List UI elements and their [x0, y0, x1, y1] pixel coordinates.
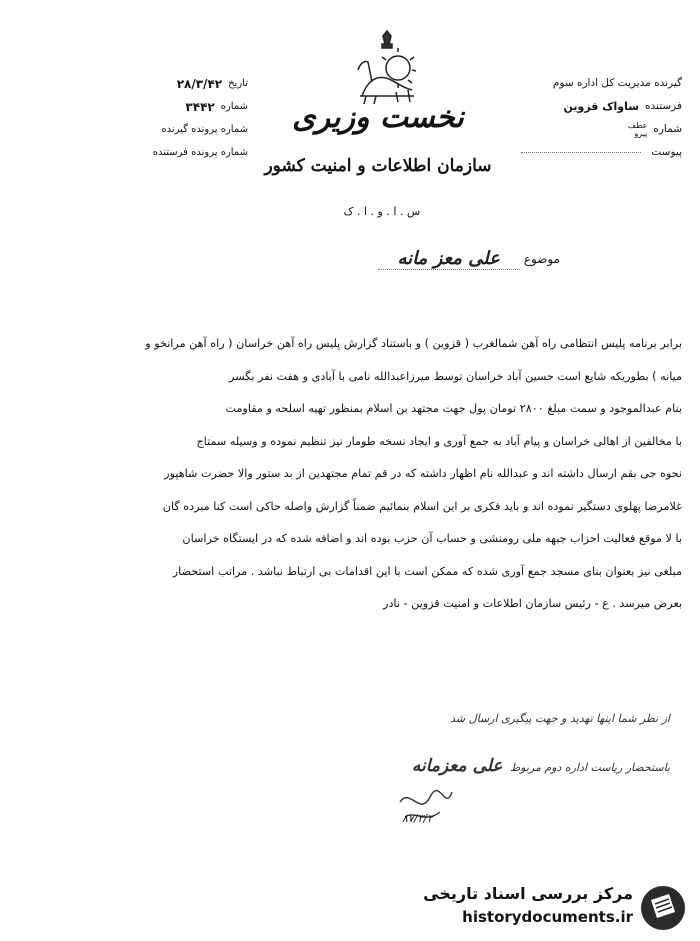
sender-file-row	[48, 141, 248, 164]
body-line: بعرض میرسد . ع - رئیس سازمان اطلاعات و امنیت قزوین - نادر	[383, 597, 682, 610]
subject-line	[240, 248, 560, 270]
handwritten-note-2-prefix: باستحضار ریاست اداره دوم مربوط	[510, 761, 670, 774]
archive-watermark	[408, 880, 693, 936]
sender-row	[467, 95, 682, 118]
number-row	[48, 95, 248, 118]
sender-value: ساواک قزوین	[563, 100, 640, 113]
body-line: با لا موقع فعالیت احزاب جبهه ملی رومنشی و حساب آن حزب بوده اند و اضافه شده که در ایستگاه خراسان	[182, 532, 682, 545]
body-line: نحوه جی بقم ارسال داشته اند و عبدالله نام اظهار داشته که در قم تمام مجتهدین از بد ستور والا حضرت شاهپور	[164, 467, 682, 480]
ref-number-label: شماره	[653, 123, 682, 136]
handwritten-note-2	[190, 756, 670, 776]
recipient-file-row	[48, 118, 248, 141]
org-title: نخست وزیری	[292, 100, 464, 135]
org-code: س . ا . و . ا . ک	[343, 205, 421, 218]
attachment-label: پیوست	[651, 146, 682, 159]
date-label: تاریخ	[228, 77, 248, 89]
header-left-block	[48, 72, 248, 164]
body-line: با مخالفین از اهالی خراسان و پیام آباد به جمع آوری و ایجاد نسخه طومار نیز تنظیم نموده و وسیله سمتاج	[196, 434, 682, 448]
body-line: مبلغی نیز بعنوان بنای مسجد جمع آوری شده که ممکن است با این اقدامات بی ارتباط نباشد . مراتب استحضار	[172, 564, 682, 578]
recipient-file-label: شماره پرونده گیرنده	[161, 123, 248, 135]
body-line: غلامرضا پهلوی دستگیر نموده اند و باید فکری بر این اسلام بنمائیم ضمناً گزارش واصله حاکی است کنا مبرده گان	[162, 499, 682, 513]
sender-file-label: شماره پرونده فرستنده	[152, 146, 248, 158]
attachment-row	[467, 141, 682, 164]
number-value: ۳۴۴۲	[185, 99, 215, 114]
watermark-title: مرکز بررسی اسناد تاریخی	[423, 884, 633, 903]
handwritten-note-1: از نظر شما اینها تهدید و جهت پیگیری ارسال شد	[450, 712, 670, 725]
subject-label: موضوع	[523, 252, 560, 266]
body-line: میانه ) بطوریکه شایع است حسین آباد خراسان توسط میرزاعبدالله نامی با آبادی و هفت نفر بگسر	[229, 369, 682, 383]
date-row	[48, 72, 248, 95]
recipient-text: گیرنده مدیریت کل اداره سوم	[552, 77, 682, 90]
body-line: بنام عبدالموجود و سمت مبلغ ۲۸۰۰ تومان پول جهت مجتهد بن اسلام بمنظور تهیه اسلحه و مقاومت	[225, 402, 682, 415]
document-center-logo-icon	[639, 882, 687, 934]
ref-sub-bottom: پیرو	[634, 128, 648, 138]
lion-and-sun-emblem-icon	[352, 30, 422, 110]
body-line: برابر برنامه پلیس انتظامی راه آهن شمالغرب ( قزوین ) و باستناد گزارش پلیس راه آهن خراسان ( راه آهن مرانخو و	[145, 337, 682, 350]
ref-sub-top: عطف	[627, 120, 648, 130]
org-subtitle: سازمان اطلاعات و امنیت کشور	[264, 156, 492, 176]
recipient-row	[467, 72, 682, 95]
date-value: ۲۸/۳/۴۲	[176, 76, 223, 91]
watermark-url: historydocuments.ir	[462, 908, 633, 926]
subject-value: علی معز مانه	[378, 248, 520, 270]
handwritten-name: علی معزمانه	[411, 756, 503, 776]
handwritten-number: ۸۷/۳/۲	[402, 812, 434, 825]
sender-label: فرستنده	[645, 100, 682, 113]
number-label: شماره	[220, 100, 248, 112]
ref-sub-labels	[628, 122, 648, 138]
attachment-line	[521, 152, 641, 153]
letter-body	[22, 332, 682, 625]
header-right-block	[467, 72, 682, 164]
ref-number-row	[467, 118, 682, 141]
